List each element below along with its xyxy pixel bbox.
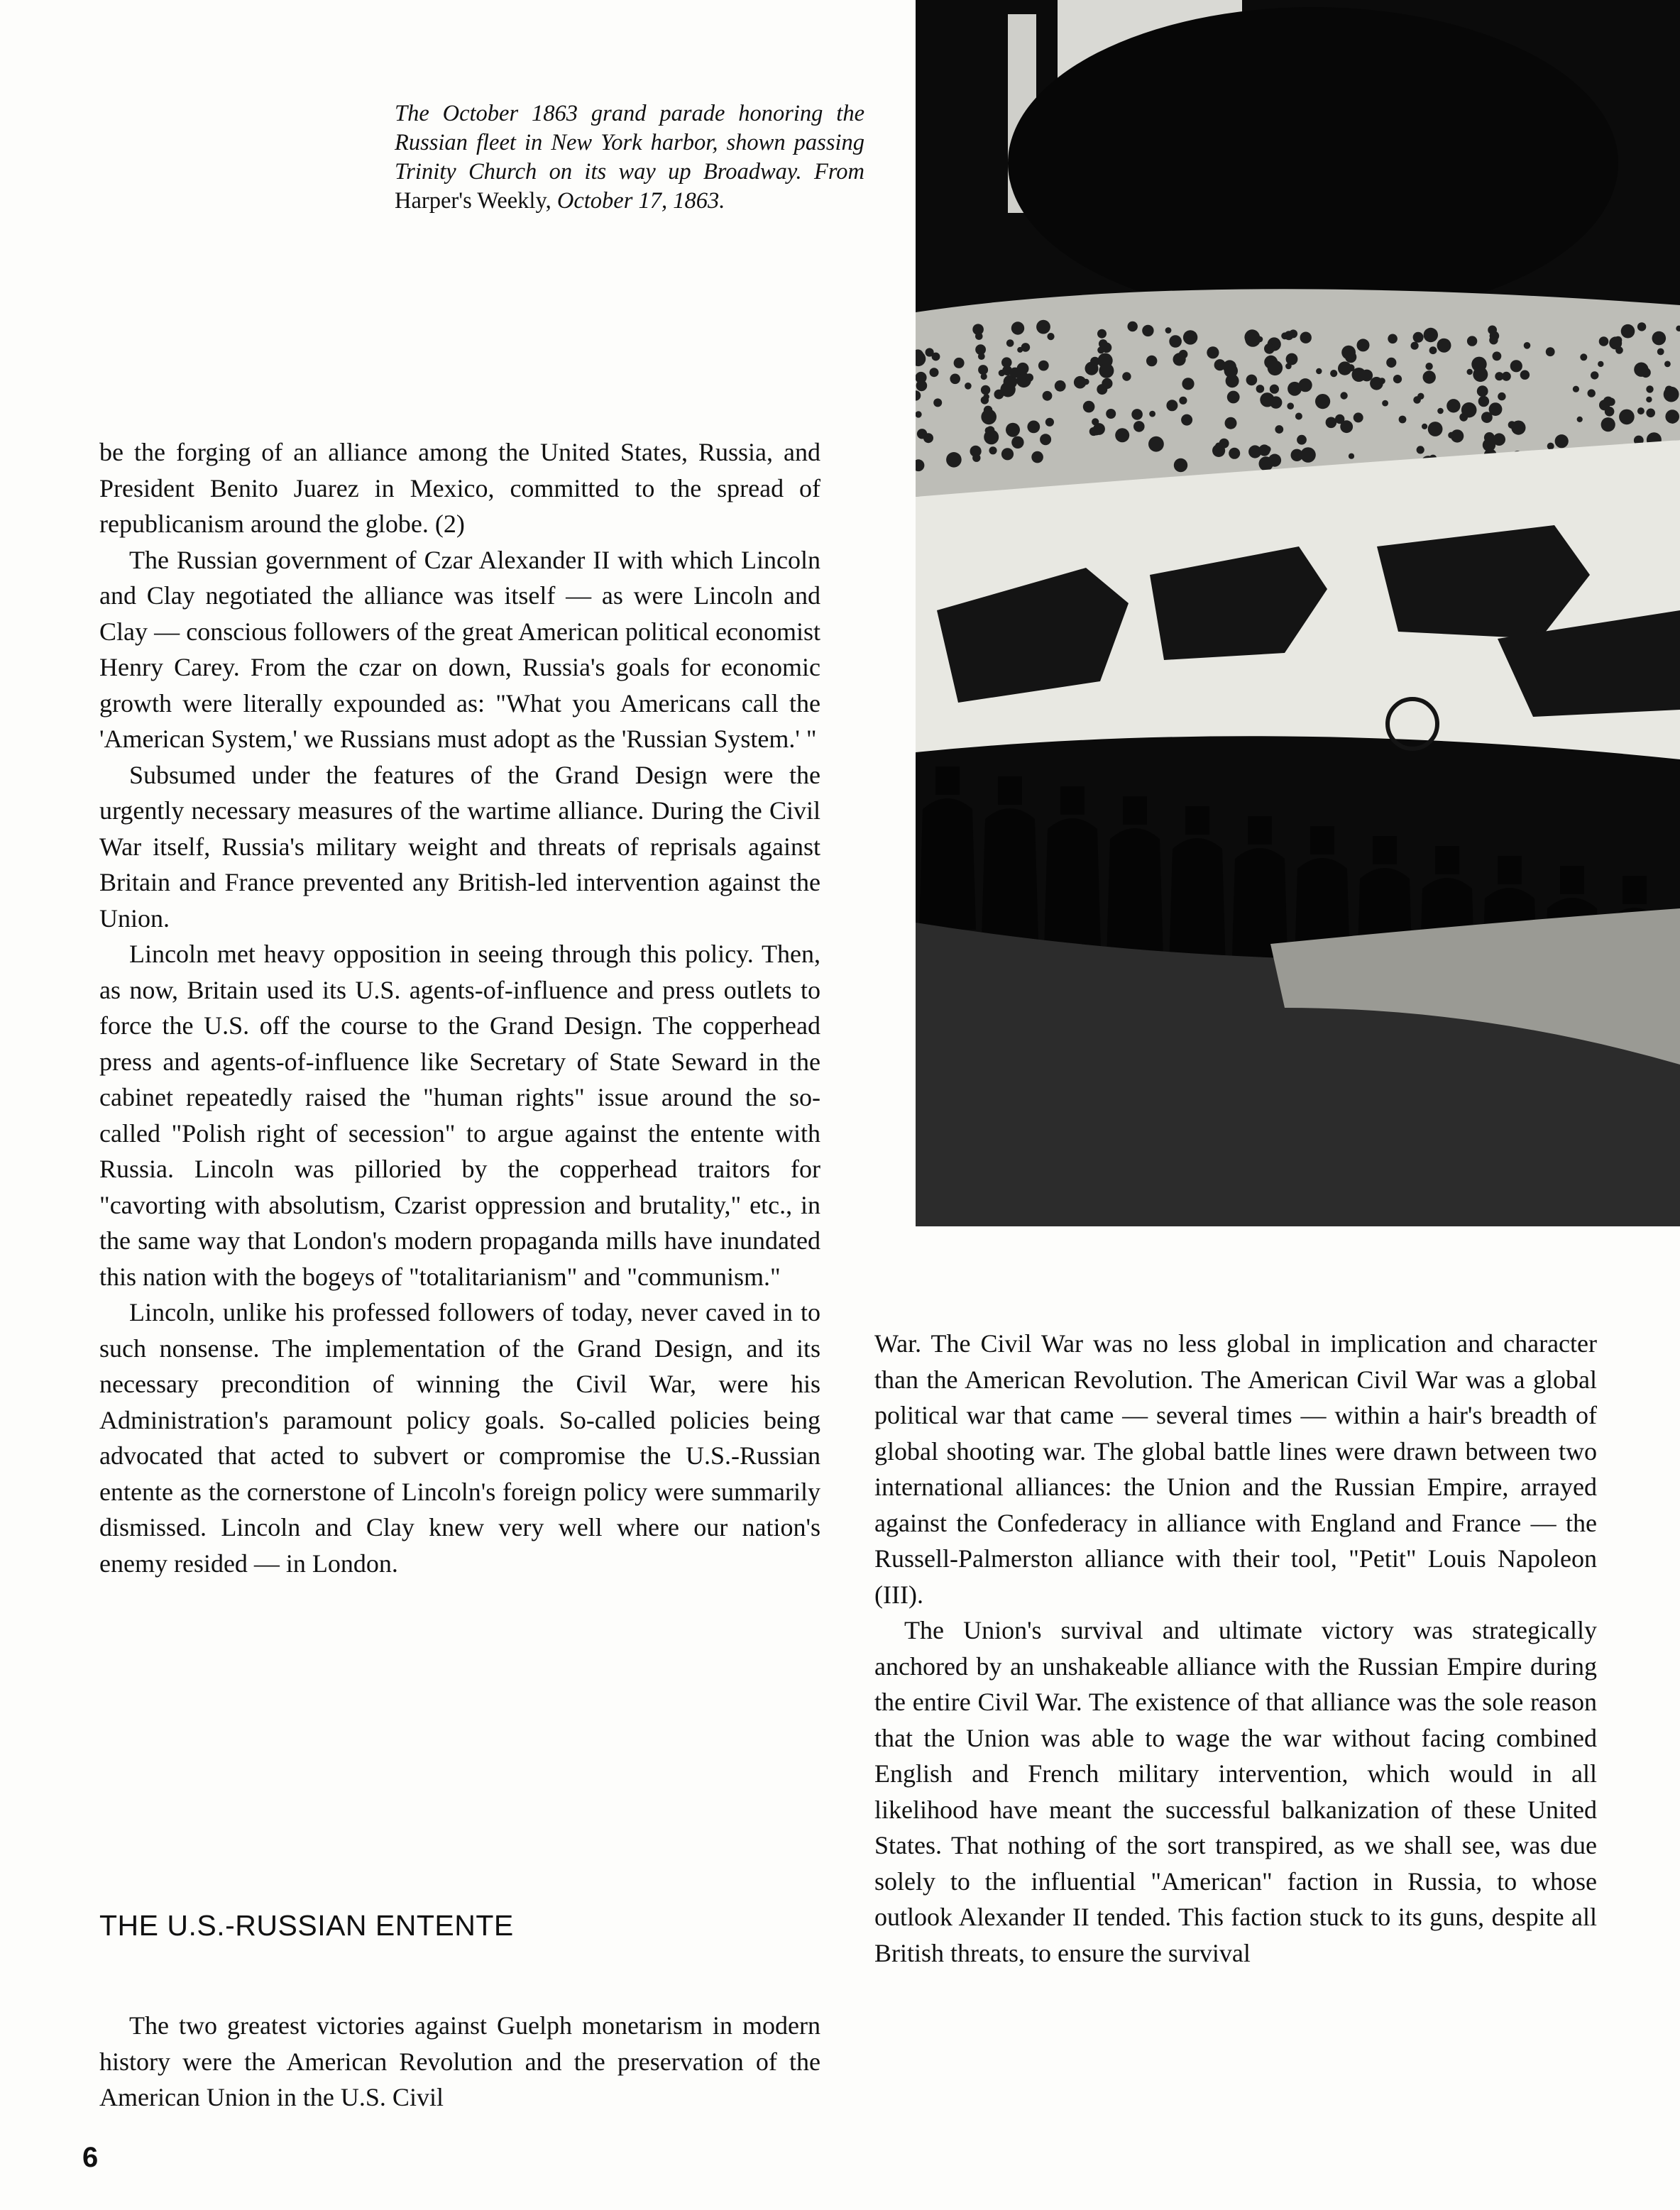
caption-text: The October 1863 grand parade honoring the Russian fleet in New York harbor, shown passing Trinity Church on its way up Broadway. From [395,101,864,185]
parade-photograph [916,0,1680,1226]
caption-source: Harper's Weekly, [395,188,551,214]
left-column-section-text [99,2008,820,2116]
paragraph: The Union's survival and ultimate victory was strategically anchored by an unshakeable alliance with the Russian Empire during the entire Civil War. The existence of that alliance was the sole reason that the Union was able to wage the war without facing combined English and French military intervention, which would in all likelihood have meant the successful balkanization of these United States. That nothing of the sort transpired, as we shall see, was due solely to the influential "American" faction in Russia, to whose outlook Alexander II tended. This faction stuck to its guns, despite all British threats, to ensure the survival [874,1616,1597,1967]
paragraph: Subsumed under the features of the Grand Design were the urgently necessary measures of the wartime alliance. During the Civil War itself, Russia's military weight and threats of reprisals against Britain and France prevented any British-led intervention against the Union. [99,760,820,933]
paragraph: Lincoln met heavy opposition in seeing through this policy. Then, as now, Britain used its U.S. agents-of-influence and press outlets to force the U.S. off the course to the Grand Design. The copperhead press and agents-of-influence like Secretary of State Seward in the cabinet repeatedly raised the "human rights" issue around the so-called "Polish right of secession" to argue against the entente with Russia. Lincoln was pilloried by the copperhead traitors for "cavorting with absolutism, Czarist oppression and brutality," etc., in the same way that London's modern propaganda mills have inundated this nation with the bogeys of "totalitarianism" and "communism." [99,940,820,1291]
caption-date: October 17, 1863. [556,188,725,214]
paragraph: The two greatest victories against Guelph monetarism in modern history were the American Revolution and the preservation of the American Union in the U.S. Civil [99,2011,820,2111]
paragraph: War. The Civil War was no less global in implication and character than the American Revolution. The American Civil War was a global political war that came — several times — within a hair's breadth of global shooting war. The global battle lines were drawn between two international alliances: the Union and the Russian Empire, arrayed against the Confederacy in alliance with England and France — the Russell-Palmerston alliance with their tool, "Petit" Louis Napoleon (III). [874,1329,1597,1609]
page-number: 6 [82,2142,99,2173]
paragraph: be the forging of an alliance among the United States, Russia, and President Benito Juarez in Mexico, committed to the spread of republicanism around the globe. (2) [99,438,820,538]
photo-caption [395,99,864,216]
paragraph: The Russian government of Czar Alexander II with which Lincoln and Clay negotiated the alliance was itself — as were Lincoln and Clay — conscious followers of the great American political economist Henry Carey. From the czar on down, Russia's goals for economic growth were literally expounded as: "What you Americans call the 'American System,' we Russians must adopt as the 'Russian System.' " [99,545,820,753]
paragraph: Lincoln, unlike his professed followers of today, never caved in to such nonsense. The implementation of the Grand Design, and its necessary precondition of winning the Civil War, were his Administration's paramount policy goals. So-called policies being advocated that acted to subvert or compromise the U.S.-Russian entente as the cornerstone of Lincoln's foreign policy were summarily dismissed. Lincoln and Clay knew very well where our nation's enemy resided — in London. [99,1298,820,1578]
left-column-text [99,434,820,1581]
section-heading: THE U.S.-RUSSIAN ENTENTE [99,1909,514,1942]
right-column-text [874,1326,1597,1971]
